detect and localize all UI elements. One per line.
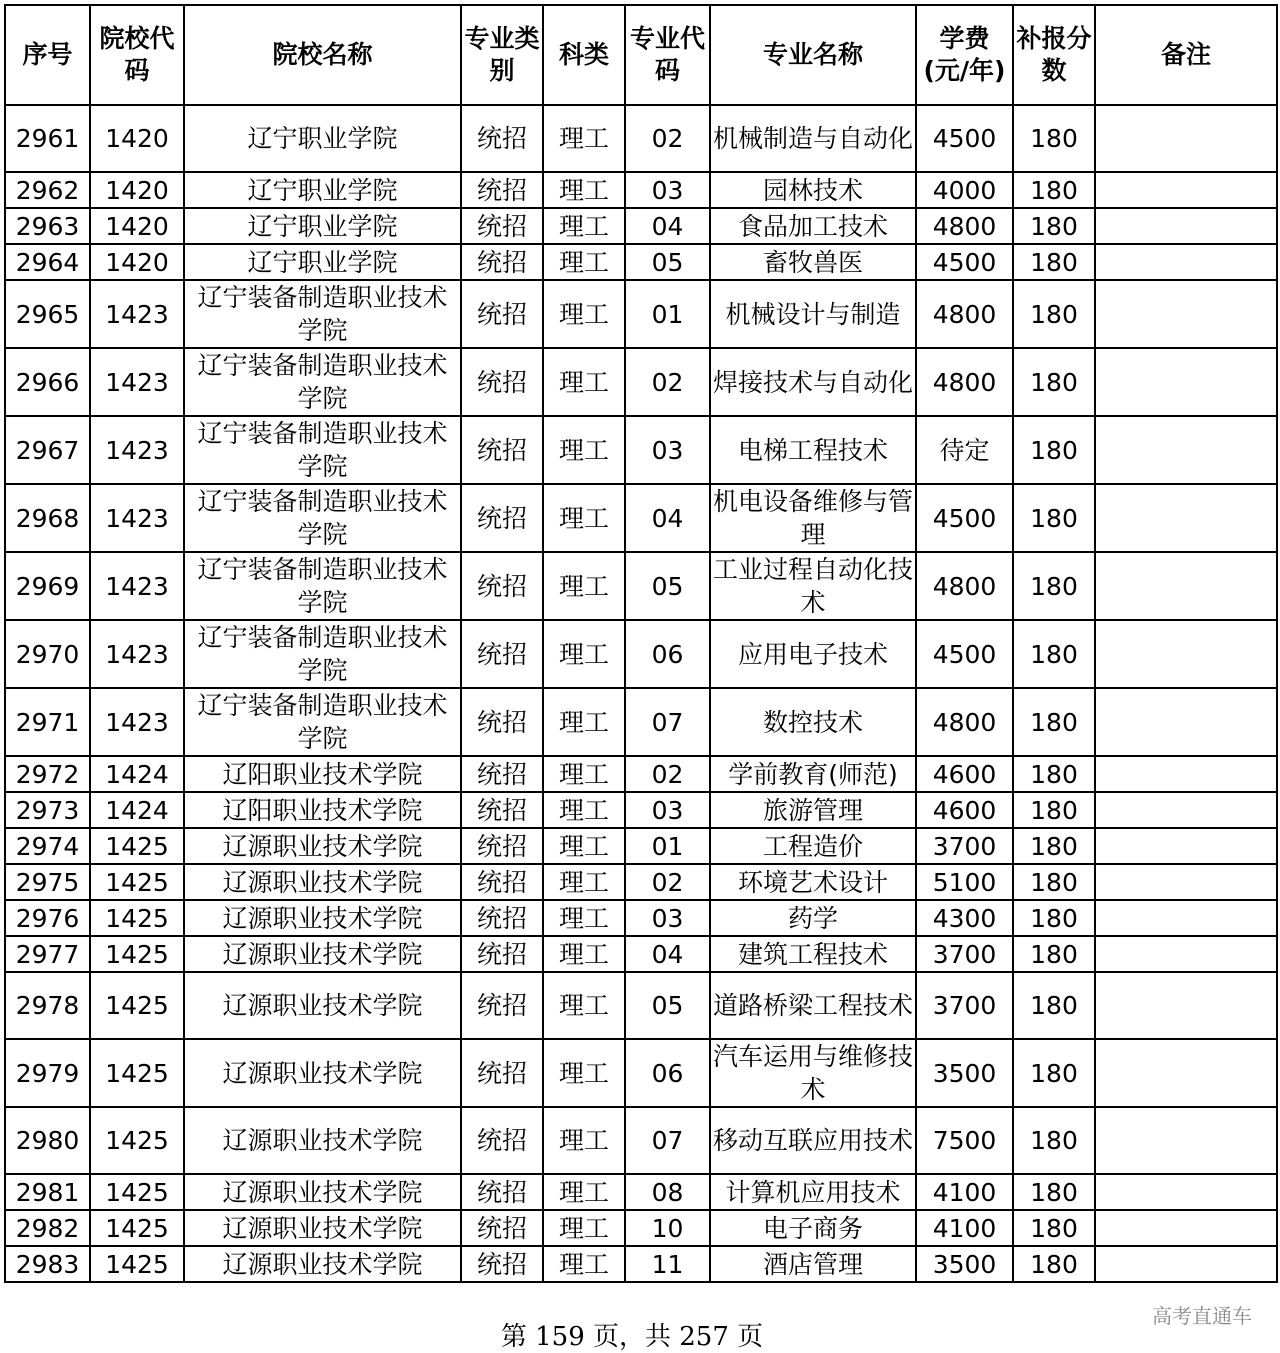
table-cell: 05 [625,244,710,280]
table-cell: 1423 [90,552,184,620]
table-cell: 统招 [461,172,543,208]
table-row [5,416,1277,484]
table-cell: 180 [1013,900,1095,936]
table-cell: 统招 [461,105,543,172]
table-cell: 辽源职业技术学院 [184,972,461,1039]
table-cell: 数控技术 [710,688,916,756]
table-cell: 畜牧兽医 [710,244,916,280]
table-cell: 理工 [543,244,625,280]
table-cell: 理工 [543,864,625,900]
table-cell: 统招 [461,792,543,828]
table-cell: 180 [1013,552,1095,620]
table-row [5,620,1277,688]
table-row [5,972,1277,1039]
table-cell: 1425 [90,1174,184,1210]
table-cell: 03 [625,172,710,208]
table-cell [1095,792,1277,828]
table-cell: 机械设计与制造 [710,280,916,348]
table-cell: 统招 [461,756,543,792]
table-cell: 统招 [461,552,543,620]
table-cell: 180 [1013,348,1095,416]
table-cell [1095,244,1277,280]
table-row [5,828,1277,864]
table-row [5,244,1277,280]
table-cell: 180 [1013,620,1095,688]
table-cell: 1423 [90,280,184,348]
table-cell: 02 [625,864,710,900]
table-cell: 2973 [5,792,90,828]
table-cell: 2965 [5,280,90,348]
table-cell: 1425 [90,972,184,1039]
table-cell: 02 [625,105,710,172]
table-cell: 统招 [461,972,543,1039]
table-cell: 统招 [461,1210,543,1246]
table-cell: 1425 [90,1210,184,1246]
table-cell: 理工 [543,756,625,792]
table-cell: 4500 [916,484,1013,552]
table-cell: 01 [625,280,710,348]
table-cell: 统招 [461,864,543,900]
table-body [5,105,1277,1282]
table-cell: 理工 [543,105,625,172]
table-cell: 焊接技术与自动化 [710,348,916,416]
admission-table [4,4,1278,1283]
table-row [5,900,1277,936]
table-row [5,756,1277,792]
table-cell [1095,348,1277,416]
table-cell: 辽宁职业学院 [184,172,461,208]
header-cell: 院校代码 [90,5,184,105]
table-cell: 4800 [916,208,1013,244]
table-cell: 理工 [543,348,625,416]
table-cell: 2977 [5,936,90,972]
table-cell: 理工 [543,828,625,864]
table-cell: 7500 [916,1107,1013,1174]
table-cell: 5100 [916,864,1013,900]
table-cell: 理工 [543,1039,625,1107]
table-cell: 1425 [90,864,184,900]
table-cell: 统招 [461,1174,543,1210]
table-cell: 统招 [461,1246,543,1282]
table-cell: 药学 [710,900,916,936]
table-cell: 180 [1013,280,1095,348]
table-cell: 辽阳职业技术学院 [184,792,461,828]
table-cell: 辽源职业技术学院 [184,936,461,972]
table-cell: 4300 [916,900,1013,936]
table-cell: 辽宁装备制造职业技术学院 [184,620,461,688]
table-cell: 统招 [461,688,543,756]
page-number: 第 159 页，共 257 页 [500,1322,764,1352]
table-cell [1095,688,1277,756]
table-cell [1095,900,1277,936]
table-cell: 统招 [461,900,543,936]
table-cell: 2981 [5,1174,90,1210]
table-row [5,1210,1277,1246]
table-cell: 08 [625,1174,710,1210]
table-cell [1095,208,1277,244]
table-cell: 计算机应用技术 [710,1174,916,1210]
table-cell: 2971 [5,688,90,756]
header-cell: 科类 [543,5,625,105]
table-row [5,864,1277,900]
table-cell: 机电设备维修与管理 [710,484,916,552]
table-cell: 180 [1013,105,1095,172]
table-row [5,172,1277,208]
table-cell: 理工 [543,936,625,972]
table-cell: 机械制造与自动化 [710,105,916,172]
table-row [5,484,1277,552]
table-cell: 1423 [90,688,184,756]
table-cell: 180 [1013,864,1095,900]
table-row [5,1039,1277,1107]
table-cell: 电子商务 [710,1210,916,1246]
table-cell: 1423 [90,620,184,688]
table-cell: 辽源职业技术学院 [184,1174,461,1210]
table-cell: 2968 [5,484,90,552]
table-cell: 180 [1013,936,1095,972]
table-cell: 移动互联应用技术 [710,1107,916,1174]
table-cell: 4600 [916,792,1013,828]
table-cell: 4100 [916,1210,1013,1246]
table-cell: 05 [625,972,710,1039]
table-cell: 食品加工技术 [710,208,916,244]
table-cell: 辽源职业技术学院 [184,1039,461,1107]
table-row [5,1107,1277,1174]
table-cell: 2976 [5,900,90,936]
table-cell: 180 [1013,1246,1095,1282]
table-cell: 学前教育(师范) [710,756,916,792]
table-row [5,208,1277,244]
table-cell: 180 [1013,1210,1095,1246]
table-row [5,936,1277,972]
table-cell: 1425 [90,1246,184,1282]
table-cell: 理工 [543,1107,625,1174]
table-cell [1095,936,1277,972]
table-cell: 04 [625,484,710,552]
table-cell: 理工 [543,620,625,688]
table-cell: 2969 [5,552,90,620]
header-cell: 补报分数 [1013,5,1095,105]
table-cell: 辽宁装备制造职业技术学院 [184,416,461,484]
table-cell: 1423 [90,348,184,416]
table-cell [1095,620,1277,688]
table-cell: 辽宁职业学院 [184,208,461,244]
table-cell: 理工 [543,688,625,756]
table-cell [1095,828,1277,864]
table-cell: 2975 [5,864,90,900]
table-cell: 4800 [916,280,1013,348]
table-cell: 统招 [461,416,543,484]
table-cell: 1420 [90,105,184,172]
table-cell: 1425 [90,1107,184,1174]
table-cell: 4800 [916,348,1013,416]
table-cell: 统招 [461,828,543,864]
table-cell: 2983 [5,1246,90,1282]
table-cell: 2970 [5,620,90,688]
table-cell: 辽源职业技术学院 [184,828,461,864]
table-cell: 2963 [5,208,90,244]
header-cell: 学费(元/年) [916,5,1013,105]
table-cell: 180 [1013,756,1095,792]
table-cell: 工程造价 [710,828,916,864]
table-cell: 3500 [916,1039,1013,1107]
table-cell: 1420 [90,208,184,244]
table-cell: 辽宁职业学院 [184,244,461,280]
table-cell: 180 [1013,828,1095,864]
table-cell: 理工 [543,900,625,936]
table-cell: 理工 [543,1246,625,1282]
table-cell: 统招 [461,936,543,972]
table-cell: 工业过程自动化技术 [710,552,916,620]
table-cell [1095,280,1277,348]
table-cell: 理工 [543,1174,625,1210]
table-cell: 建筑工程技术 [710,936,916,972]
table-cell: 理工 [543,280,625,348]
table-row [5,688,1277,756]
table-cell [1095,864,1277,900]
table-cell [1095,1210,1277,1246]
table-cell: 2964 [5,244,90,280]
table-row [5,105,1277,172]
table-cell: 统招 [461,1107,543,1174]
table-cell: 2972 [5,756,90,792]
table-row [5,792,1277,828]
table-cell: 辽源职业技术学院 [184,1210,461,1246]
table-cell: 2982 [5,1210,90,1246]
table-cell: 2966 [5,348,90,416]
table-cell [1095,416,1277,484]
table-cell: 4000 [916,172,1013,208]
header-cell: 备注 [1095,5,1277,105]
table-row [5,552,1277,620]
table-cell: 3700 [916,972,1013,1039]
header-cell: 专业名称 [710,5,916,105]
table-cell: 理工 [543,172,625,208]
table-cell: 180 [1013,1174,1095,1210]
table-cell: 统招 [461,484,543,552]
table-cell: 辽宁职业学院 [184,105,461,172]
table-cell: 06 [625,620,710,688]
header-row [5,5,1277,105]
table-cell: 2979 [5,1039,90,1107]
table-cell: 统招 [461,244,543,280]
header-cell: 序号 [5,5,90,105]
table-cell: 统招 [461,348,543,416]
table-cell: 3700 [916,936,1013,972]
table-cell: 辽源职业技术学院 [184,864,461,900]
table-cell: 1420 [90,172,184,208]
table-cell: 环境艺术设计 [710,864,916,900]
table-cell: 应用电子技术 [710,620,916,688]
table-cell: 1424 [90,756,184,792]
table-cell: 辽阳职业技术学院 [184,756,461,792]
table-cell: 2967 [5,416,90,484]
table-cell: 理工 [543,416,625,484]
table-row [5,1174,1277,1210]
table-cell: 统招 [461,208,543,244]
header-cell: 专业代码 [625,5,710,105]
table-cell: 4800 [916,688,1013,756]
table-row [5,1246,1277,1282]
table-cell: 3700 [916,828,1013,864]
table-cell [1095,1107,1277,1174]
table-cell: 辽宁装备制造职业技术学院 [184,348,461,416]
table-row [5,348,1277,416]
table-cell: 180 [1013,1107,1095,1174]
table-cell: 4100 [916,1174,1013,1210]
table-cell: 2962 [5,172,90,208]
table-cell: 辽宁装备制造职业技术学院 [184,280,461,348]
table-cell: 02 [625,348,710,416]
table-cell: 180 [1013,484,1095,552]
table-cell: 2974 [5,828,90,864]
table-cell: 1420 [90,244,184,280]
table-cell: 汽车运用与维修技术 [710,1039,916,1107]
table-cell: 4500 [916,620,1013,688]
table-cell [1095,972,1277,1039]
table-cell: 4500 [916,244,1013,280]
table-cell: 180 [1013,244,1095,280]
table-row [5,280,1277,348]
table-cell: 辽宁装备制造职业技术学院 [184,688,461,756]
table-cell: 1425 [90,1039,184,1107]
table-cell [1095,172,1277,208]
watermark: 高考直通车 [1152,1304,1252,1328]
table-cell: 180 [1013,792,1095,828]
table-cell: 180 [1013,416,1095,484]
table-cell [1095,1174,1277,1210]
table-cell: 辽源职业技术学院 [184,1107,461,1174]
table-cell: 180 [1013,172,1095,208]
table-cell: 辽宁装备制造职业技术学院 [184,484,461,552]
table-cell: 1425 [90,828,184,864]
table-cell [1095,1039,1277,1107]
table-cell: 3500 [916,1246,1013,1282]
table-cell: 园林技术 [710,172,916,208]
table-cell: 统招 [461,620,543,688]
table-cell: 辽源职业技术学院 [184,900,461,936]
table-cell: 05 [625,552,710,620]
table-cell: 统招 [461,1039,543,1107]
table-cell: 180 [1013,208,1095,244]
table-cell: 04 [625,208,710,244]
table-cell: 06 [625,1039,710,1107]
header-cell: 院校名称 [184,5,461,105]
table-cell: 4500 [916,105,1013,172]
table-cell: 07 [625,1107,710,1174]
table-cell: 辽源职业技术学院 [184,1246,461,1282]
table-cell: 02 [625,756,710,792]
header-cell: 专业类别 [461,5,543,105]
table-cell: 辽宁装备制造职业技术学院 [184,552,461,620]
table-cell: 180 [1013,688,1095,756]
table-cell: 电梯工程技术 [710,416,916,484]
table-cell: 理工 [543,208,625,244]
table-cell: 1424 [90,792,184,828]
table-cell: 理工 [543,792,625,828]
table-cell: 2961 [5,105,90,172]
table-cell: 01 [625,828,710,864]
table-cell [1095,756,1277,792]
table-cell [1095,1246,1277,1282]
table-cell: 待定 [916,416,1013,484]
table-cell [1095,484,1277,552]
table-cell: 03 [625,792,710,828]
table-cell: 4600 [916,756,1013,792]
table-cell: 04 [625,936,710,972]
table-cell: 4800 [916,552,1013,620]
table-cell: 2978 [5,972,90,1039]
table-cell: 11 [625,1246,710,1282]
table-cell: 酒店管理 [710,1246,916,1282]
table-cell: 理工 [543,552,625,620]
table-cell: 07 [625,688,710,756]
table-cell: 180 [1013,1039,1095,1107]
table-cell: 理工 [543,972,625,1039]
table-cell: 理工 [543,484,625,552]
table-cell: 统招 [461,280,543,348]
table-cell: 1423 [90,484,184,552]
table-cell: 10 [625,1210,710,1246]
table-cell: 1425 [90,936,184,972]
table-cell: 旅游管理 [710,792,916,828]
table-cell: 理工 [543,1210,625,1246]
table-cell [1095,552,1277,620]
table-cell: 03 [625,416,710,484]
table-cell [1095,105,1277,172]
table-cell: 1425 [90,900,184,936]
table-cell: 道路桥梁工程技术 [710,972,916,1039]
table-cell: 180 [1013,972,1095,1039]
table-cell: 1423 [90,416,184,484]
table-cell: 2980 [5,1107,90,1174]
table-cell: 03 [625,900,710,936]
